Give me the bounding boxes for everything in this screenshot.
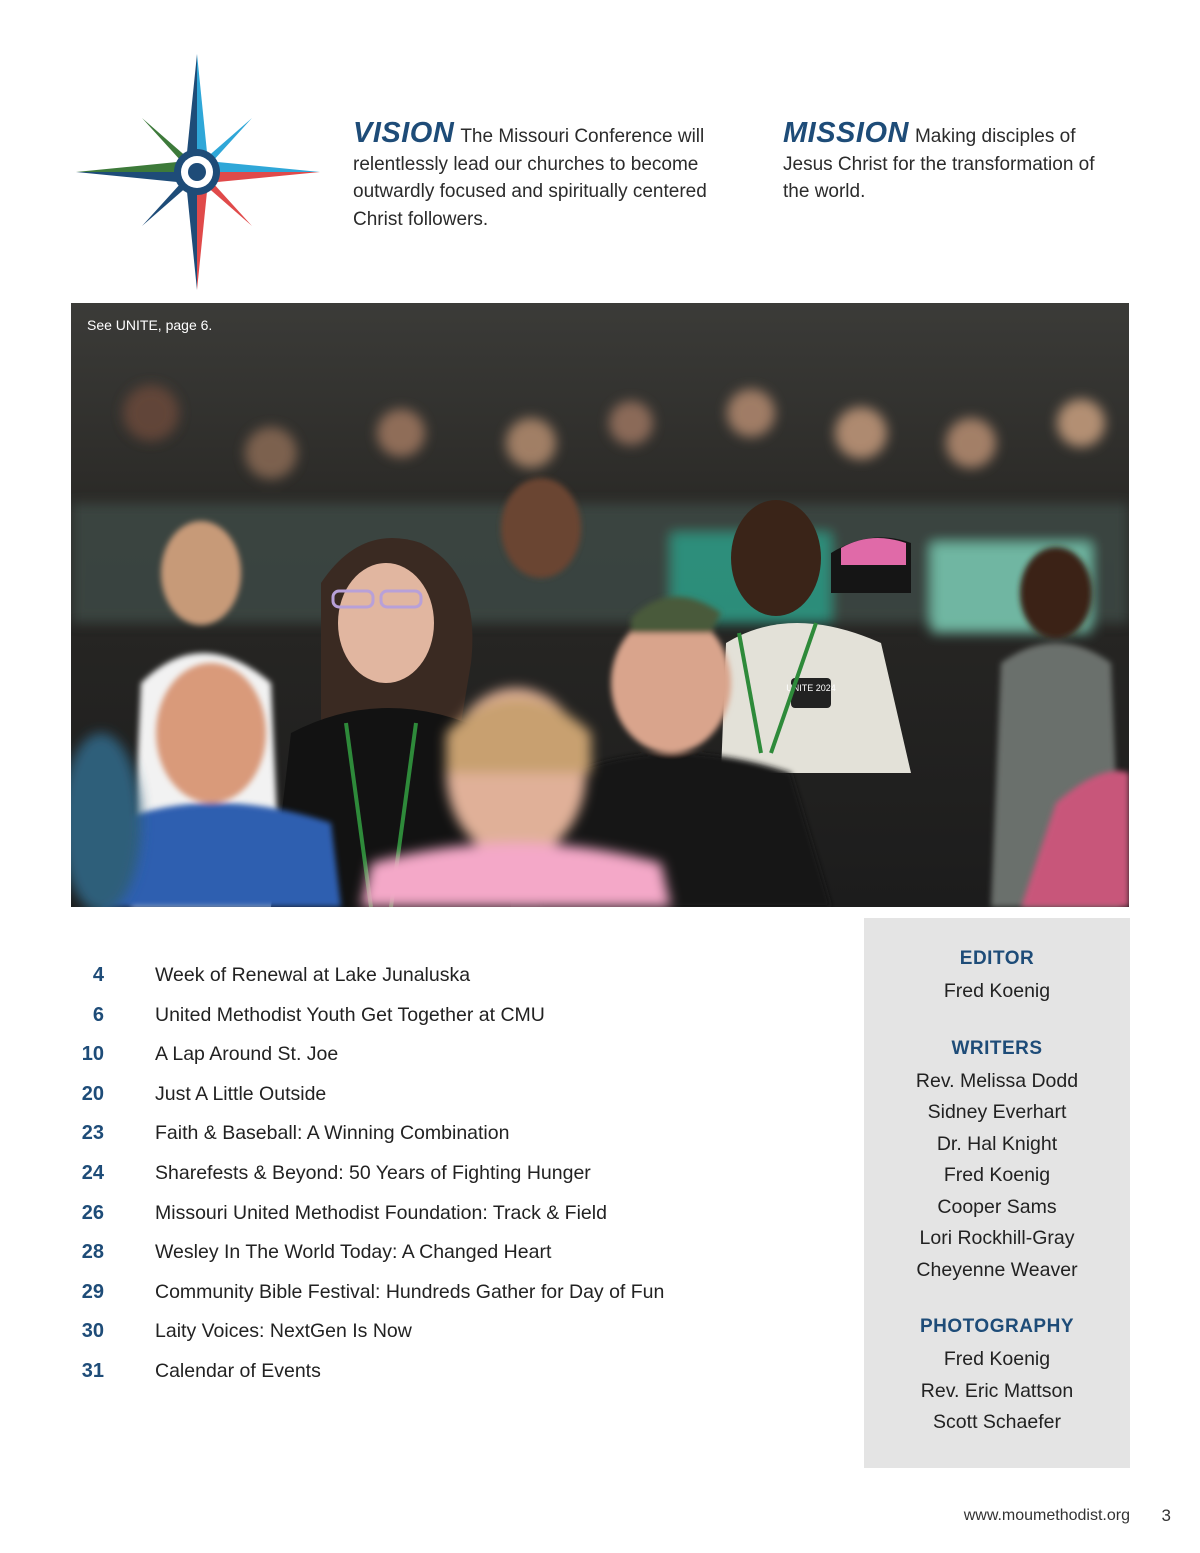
mission-statement — [783, 117, 1113, 206]
writer-name: Cooper Sams — [937, 1195, 1057, 1218]
website-link[interactable]: www.moumethodist.org — [963, 1507, 1130, 1524]
toc-item[interactable] — [71, 996, 811, 1036]
writer-name: Lori Rockhill-Gray — [919, 1227, 1075, 1249]
toc-article-title: Week of Renewal at Lake Junaluska — [155, 964, 471, 986]
editor-name: Fred Koenig — [943, 980, 1051, 1002]
toc-page-number: 29 — [81, 1280, 104, 1303]
vision-label: VISION — [353, 117, 455, 149]
toc-article-title: Missouri United Methodist Foundation: Track & Field — [155, 1201, 607, 1224]
toc-page-number: 20 — [81, 1082, 104, 1105]
toc-item[interactable] — [71, 1075, 811, 1115]
toc-item[interactable] — [71, 1035, 811, 1075]
writer-name: Dr. Hal Knight — [936, 1132, 1058, 1155]
toc-article-title: Wesley In The World Today: A Changed Heart — [155, 1241, 552, 1264]
toc-article-title: Faith & Baseball: A Winning Combination — [155, 1122, 510, 1145]
photography-heading: PHOTOGRAPHY — [919, 1316, 1074, 1337]
toc-article-title: A Lap Around St. Joe — [155, 1043, 339, 1066]
table-of-contents — [71, 956, 811, 1392]
toc-article-title: United Methodist Youth Get Together at CMU — [155, 1003, 545, 1026]
writers-heading: WRITERS — [951, 1037, 1043, 1059]
toc-article-title: Community Bible Festival: Hundreds Gather for Day of Fun — [155, 1280, 665, 1303]
editor-heading: EDITOR — [959, 948, 1035, 969]
toc-item[interactable] — [71, 1273, 811, 1313]
toc-item[interactable] — [71, 1154, 811, 1194]
toc-page-number: 24 — [81, 1161, 104, 1184]
toc-item[interactable] — [71, 1194, 811, 1234]
toc-item[interactable] — [71, 1114, 811, 1154]
photo-caption: See UNITE, page 6. — [87, 317, 213, 333]
writer-name: Cheyenne Weaver — [916, 1258, 1078, 1281]
photography-group — [864, 1316, 1130, 1439]
toc-page-number: 10 — [81, 1043, 104, 1066]
toc-page-number: 31 — [81, 1359, 104, 1382]
vision-text: The Missouri Conference will relentlessly lead our churches to become outwardly focused and spiritually centered Christ followers. — [353, 126, 707, 230]
toc-item[interactable] — [71, 1312, 811, 1352]
editor-group — [864, 948, 1130, 1008]
toc-page-number: 6 — [92, 1003, 104, 1026]
toc-article-title: Laity Voices: NextGen Is Now — [155, 1320, 412, 1343]
toc-item[interactable] — [71, 1352, 811, 1392]
photographer-name: Scott Schaefer — [933, 1411, 1061, 1433]
shirt-badge-text: UNITE 2024 — [786, 683, 836, 693]
audience-photo — [71, 303, 1129, 907]
photographer-name: Fred Koenig — [943, 1348, 1051, 1370]
vision-statement — [353, 117, 753, 233]
mission-text: Making disciples of Jesus Christ for the transformation of the world. — [783, 126, 1095, 202]
toc-page-number: 26 — [81, 1201, 104, 1224]
toc-article-title: Just A Little Outside — [155, 1082, 327, 1105]
toc-page-number: 23 — [81, 1122, 104, 1145]
credits-box — [864, 918, 1130, 1468]
photographer-name: Rev. Eric Mattson — [920, 1379, 1074, 1402]
writer-name: Rev. Melissa Dodd — [915, 1069, 1079, 1092]
writer-name: Sidney Everhart — [927, 1101, 1067, 1123]
toc-page-number: 30 — [81, 1320, 104, 1343]
mission-label: MISSION — [783, 117, 909, 149]
toc-page-number: 28 — [81, 1241, 104, 1264]
compass-star-logo — [76, 54, 320, 290]
toc-article-title: Sharefests & Beyond: 50 Years of Fighting Hunger — [155, 1161, 591, 1184]
page-number: 3 — [1161, 1506, 1171, 1525]
toc-page-number: 4 — [92, 964, 104, 986]
toc-item[interactable] — [71, 1233, 811, 1273]
toc-item[interactable] — [71, 956, 811, 996]
toc-article-title: Calendar of Events — [155, 1359, 321, 1382]
writer-name: Fred Koenig — [943, 1164, 1051, 1186]
writers-group — [864, 1038, 1130, 1287]
